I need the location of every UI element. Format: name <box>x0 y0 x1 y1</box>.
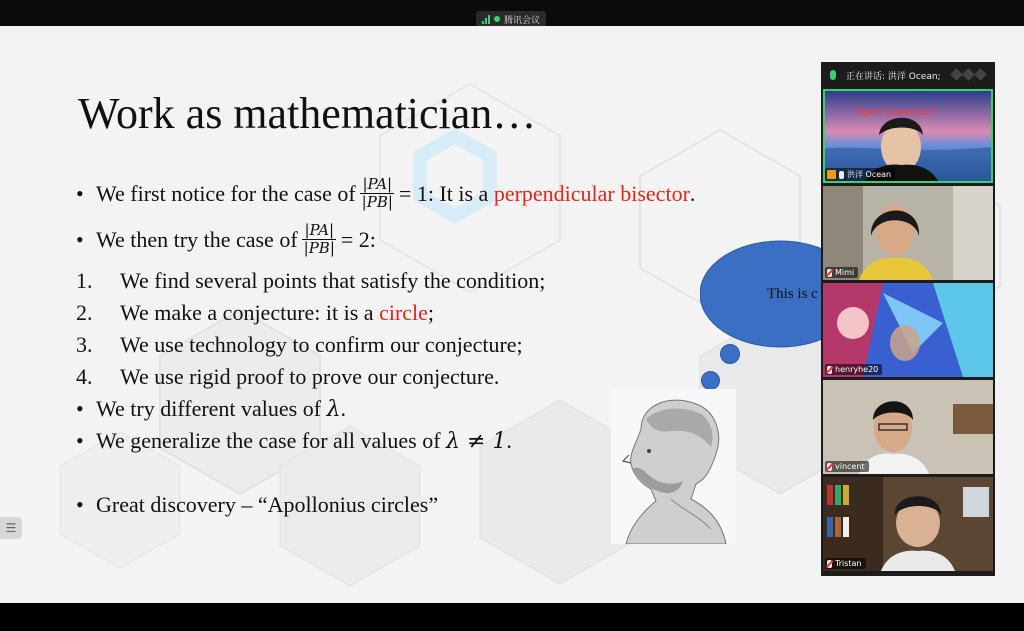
bullet-item: • We first notice for the case of $\frac{|PA|}{|PB|}$ = 1: It is a perpendicular bisector . <box>76 175 696 211</box>
fraction-pa-pb: $\frac{|PA|}{|PB|}$ <box>361 175 393 211</box>
thought-bubble-text: This is c <box>767 286 818 302</box>
participant-name-tag: Tristan <box>825 558 866 569</box>
thought-bubble-dot <box>701 371 720 390</box>
highlight-circle: circle <box>379 300 428 325</box>
tile-overlay-text: Open Camera!!! <box>856 107 938 118</box>
highlight-perpendicular-bisector: perpendicular bisector <box>493 180 690 206</box>
bullet-item: • We try different values of λ . <box>76 396 347 422</box>
fraction-pa-pb: $\frac{|PA|}{|PB|}$ <box>303 221 335 257</box>
participant-name-tag: vincent <box>825 461 869 472</box>
slide-menu-button[interactable] <box>0 517 22 539</box>
participant-video-panel <box>821 62 995 576</box>
participant-name-tag: Mimi <box>825 267 858 278</box>
bullet-item: • We then try the case of $\frac{|PA|}{|PB|}$ = 2: <box>76 221 376 257</box>
bullet-dot: • <box>76 180 84 206</box>
participant-name-tag: henryhe20 <box>825 364 882 375</box>
microphone-muted-icon <box>827 463 832 471</box>
bullet-item: • Great discovery – “Apollonius circles” <box>76 492 439 517</box>
microphone-muted-icon <box>827 560 832 568</box>
microphone-icon <box>830 70 836 80</box>
participant-name-tag: 洪洋 Ocean <box>825 168 895 181</box>
numbered-item: 4. We use rigid proof to prove our conjecture. <box>76 364 500 389</box>
apollonius-portrait-image <box>611 389 736 544</box>
speaking-indicator <box>821 62 995 88</box>
video-tile-mimi[interactable] <box>823 186 993 280</box>
status-dot-icon <box>494 16 500 22</box>
meeting-bottom-bar <box>0 603 1024 631</box>
microphone-icon <box>839 171 844 179</box>
video-tile-ocean[interactable] <box>823 89 993 183</box>
participant-video-feed <box>823 186 993 280</box>
bullet-item: • We generalize the case for all values of λ ≠ 1 . <box>76 428 512 454</box>
participant-video-feed <box>823 477 993 571</box>
speaking-label: 正在讲话: 洪洋 Ocean; <box>846 71 941 82</box>
panel-layout-controls[interactable] <box>952 70 985 79</box>
video-tile-vincent[interactable] <box>823 380 993 474</box>
host-badge-icon <box>827 170 836 179</box>
numbered-item: 2. We make a conjecture: it is a circle ; <box>76 300 435 325</box>
participant-video-feed <box>823 283 993 377</box>
list-icon: ☰ <box>5 521 17 535</box>
bullet-dot: • <box>76 226 84 252</box>
numbered-item: 1. We find several points that satisfy the condition; <box>76 268 546 293</box>
video-tile-henryhe20[interactable] <box>823 283 993 377</box>
thought-bubble-dot <box>720 344 740 364</box>
meeting-top-bar <box>0 0 1024 26</box>
numbered-item: 3. We use technology to confirm our conjecture; <box>76 332 523 357</box>
participant-video-feed <box>823 380 993 474</box>
meeting-status-pill[interactable] <box>476 11 546 27</box>
signal-icon <box>482 15 490 24</box>
bullet-dot: • <box>76 428 84 453</box>
bullet-dot: • <box>76 492 84 517</box>
microphone-muted-icon <box>827 269 832 277</box>
microphone-muted-icon <box>827 366 832 374</box>
slide-title: Work as mathematician… <box>78 89 537 138</box>
meeting-app-name: 腾讯会议 <box>504 15 541 26</box>
video-tile-tristan[interactable] <box>823 477 993 571</box>
bullet-dot: • <box>76 396 84 421</box>
